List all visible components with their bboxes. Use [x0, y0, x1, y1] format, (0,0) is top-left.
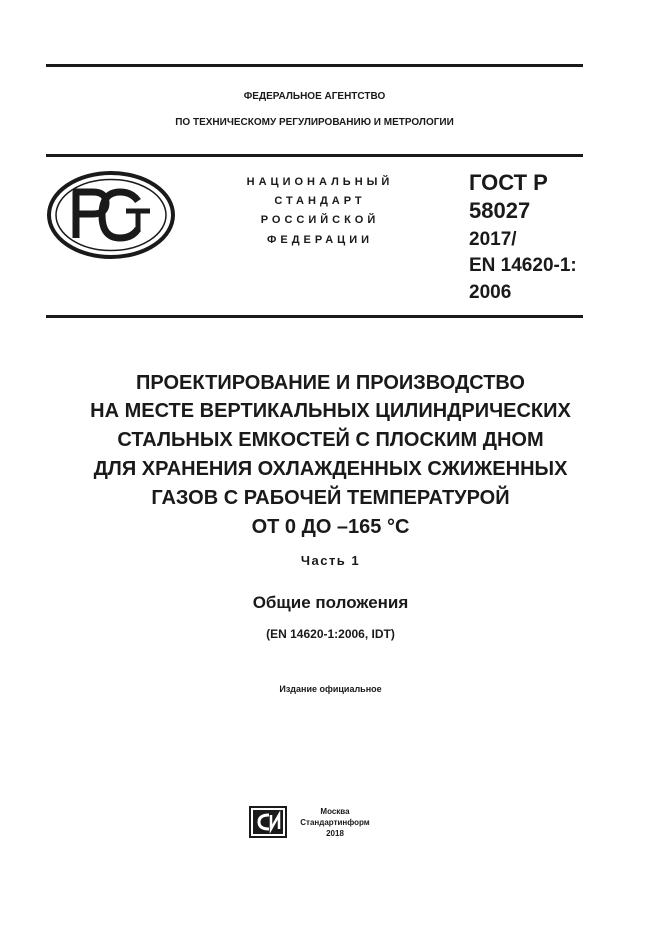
designation-line-2: 58027 — [469, 198, 531, 223]
standard-type-line-4: ФЕДЕРАЦИИ — [266, 234, 374, 246]
standard-type-line-3: РОССИЙСКОЙ — [260, 214, 380, 226]
part-number: Часть 1 — [300, 553, 361, 568]
standard-type-line-1: НАЦИОНАЛЬНЫЙ — [246, 176, 394, 188]
official-edition-label: Издание официальное — [279, 684, 382, 694]
title-line-3: СТАЛЬНЫХ ЕМКОСТЕЙ С ПЛОСКИМ ДНОМ — [117, 429, 544, 451]
rst-conformity-mark-icon — [46, 170, 176, 260]
designation-rule — [46, 315, 583, 318]
agency-line-1: ФЕДЕРАЛЬНОЕ АГЕНТСТВО — [243, 91, 386, 102]
designation-line-3: 2017/ — [469, 229, 517, 250]
subtitle: Общие положения — [252, 593, 409, 612]
header-rule — [46, 154, 583, 157]
agency-line-2: ПО ТЕХНИЧЕСКОМУ РЕГУЛИРОВАНИЮ И МЕТРОЛОГИИ — [175, 117, 454, 128]
top-rule — [46, 64, 583, 67]
publisher-name: Стандартинформ — [300, 818, 370, 827]
title-line-6: ОТ 0 ДО –165 °С — [251, 516, 410, 538]
designation-line-4: EN 14620-1: — [469, 255, 577, 276]
title-line-2: НА МЕСТЕ ВЕРТИКАЛЬНЫХ ЦИЛИНДРИЧЕСКИХ — [90, 400, 571, 422]
publisher-year: 2018 — [326, 829, 344, 838]
standartinform-logo-icon — [249, 806, 287, 838]
equivalence-note: (EN 14620-1:2006, IDT) — [266, 627, 395, 641]
designation-line-1: ГОСТ Р — [469, 170, 548, 195]
title-line-5: ГАЗОВ С РАБОЧЕЙ ТЕМПЕРАТУРОЙ — [151, 487, 510, 509]
designation-line-5: 2006 — [469, 282, 512, 303]
publisher-city: Москва — [320, 807, 350, 816]
title-line-1: ПРОЕКТИРОВАНИЕ И ПРОИЗВОДСТВО — [136, 372, 525, 394]
standard-type-line-2: СТАНДАРТ — [274, 195, 366, 207]
title-line-4: ДЛЯ ХРАНЕНИЯ ОХЛАЖДЕННЫХ СЖИЖЕННЫХ — [93, 458, 568, 480]
